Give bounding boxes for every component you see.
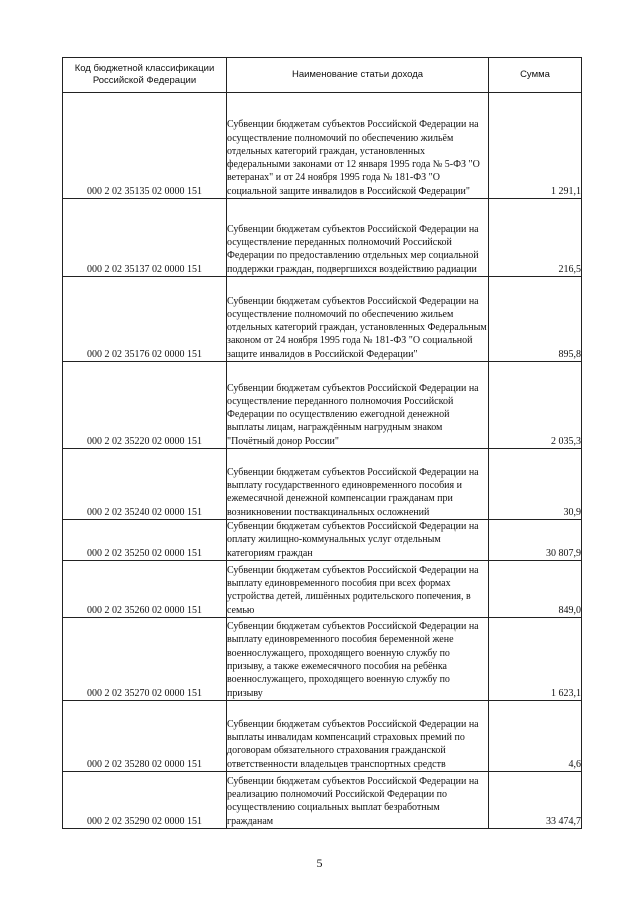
cell-sum: 2 035,3 (489, 362, 582, 449)
cell-name: Субвенции бюджетам субъектов Российской Федерации на осуществление переданного полномочия Российской Федерации по осуществлению ежегодной денежной выплаты лицам, награждённым нагрудным знаком "Почётный донор России" (227, 362, 489, 449)
table-row (63, 617, 582, 700)
cell-code: 000 2 02 35220 02 0000 151 (63, 362, 227, 449)
cell-name: Субвенции бюджетам субъектов Российской Федерации на реализацию полномочий Российской Федерации по осуществлению социальных выплат безработным гражданам (227, 771, 489, 828)
table-row (63, 771, 582, 828)
table-row (63, 199, 582, 277)
cell-code: 000 2 02 35280 02 0000 151 (63, 700, 227, 771)
header-sum: Сумма (489, 58, 582, 93)
header-code: Код бюджетной классификации Российской Федерации (63, 58, 227, 93)
cell-sum: 1 623,1 (489, 617, 582, 700)
cell-code: 000 2 02 35137 02 0000 151 (63, 199, 227, 277)
cell-sum: 216,5 (489, 199, 582, 277)
cell-sum: 895,8 (489, 277, 582, 362)
cell-code: 000 2 02 35260 02 0000 151 (63, 560, 227, 617)
budget-table (62, 57, 582, 829)
cell-code: 000 2 02 35135 02 0000 151 (63, 93, 227, 199)
cell-sum: 849,0 (489, 560, 582, 617)
cell-name: Субвенции бюджетам субъектов Российской Федерации на оплату жилищно-коммунальных услуг отдельным категориям граждан (227, 520, 489, 561)
header-name: Наименование статьи дохода (227, 58, 489, 93)
cell-name: Субвенции бюджетам субъектов Российской Федерации на выплату единовременного пособия беременной жене военнослужащего, проходящего военную службу по призыву, а также ежемесячного пособия на ребёнка военнослужащего, проходящего военную службу по призыву (227, 617, 489, 700)
table-row (63, 277, 582, 362)
table-row (63, 560, 582, 617)
table-row (63, 93, 582, 199)
cell-name: Субвенции бюджетам субъектов Российской Федерации на выплаты инвалидам компенсаций страховых премий по договорам обязательного страхования гражданской ответственности владельцев транспортных средств (227, 700, 489, 771)
table-row (63, 700, 582, 771)
cell-sum: 4,6 (489, 700, 582, 771)
cell-sum: 1 291,1 (489, 93, 582, 199)
table-header-row (63, 58, 582, 93)
page-number: 5 (316, 856, 323, 870)
cell-name: Субвенции бюджетам субъектов Российской Федерации на выплату единовременного пособия при всех формах устройства детей, лишённых родительского попечения, в семью (227, 560, 489, 617)
cell-name: Субвенции бюджетам субъектов Российской Федерации на осуществление переданных полномочий Российской Федерации по предоставлению отдельных мер социальной поддержки граждан, подвергшихся воздействию радиации (227, 199, 489, 277)
cell-code: 000 2 02 35290 02 0000 151 (63, 771, 227, 828)
table-row (63, 520, 582, 561)
cell-name: Субвенции бюджетам субъектов Российской Федерации на осуществление полномочий по обеспечению жильем отдельных категорий граждан, установленных Федеральным законом от 24 ноября 1995 года № 181-ФЗ "О социальной защите инвалидов в Российской Федерации" (227, 277, 489, 362)
cell-code: 000 2 02 35240 02 0000 151 (63, 449, 227, 520)
cell-sum: 33 474,7 (489, 771, 582, 828)
table-row (63, 449, 582, 520)
cell-sum: 30,9 (489, 449, 582, 520)
cell-code: 000 2 02 35270 02 0000 151 (63, 617, 227, 700)
cell-sum: 30 807,9 (489, 520, 582, 561)
cell-code: 000 2 02 35250 02 0000 151 (63, 520, 227, 561)
cell-code: 000 2 02 35176 02 0000 151 (63, 277, 227, 362)
cell-name: Субвенции бюджетам субъектов Российской Федерации на осуществление полномочий по обеспечению жильём отдельных категорий граждан, установленных федеральными законами от 12 января 1995 года № 5-ФЗ "О ветеранах" и от 24 ноября 1995 года № 181-ФЗ "О социальной защите инвалидов в Российской Федерации" (227, 93, 489, 199)
table-row (63, 362, 582, 449)
cell-name: Субвенции бюджетам субъектов Российской Федерации на выплату государственного единовременного пособия и ежемесячной денежной компенсации гражданам при возникновении поствакцинальных осложнений (227, 449, 489, 520)
